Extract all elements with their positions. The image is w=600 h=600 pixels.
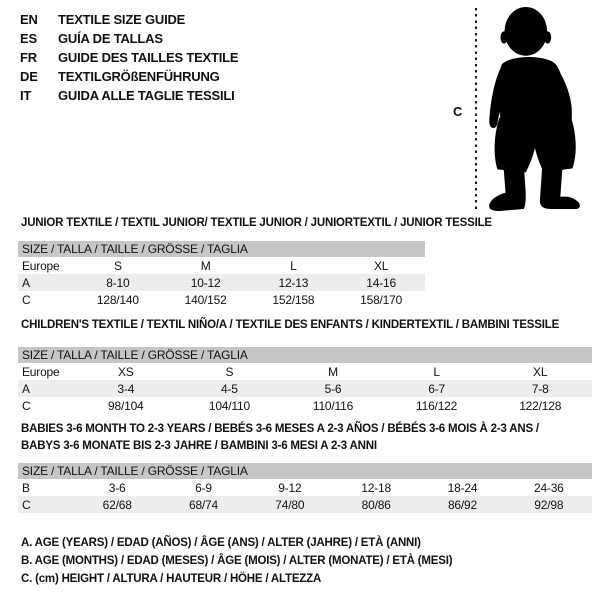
language-row-de — [20, 67, 238, 86]
children-size-table — [18, 347, 592, 414]
age-cell: 8-10 — [74, 274, 162, 291]
age-cell: 14-16 — [337, 274, 425, 291]
language-row-it — [20, 86, 238, 105]
age-cell: 9-12 — [278, 480, 302, 495]
size-header-row — [18, 241, 425, 257]
language-code: FR — [20, 50, 37, 65]
junior-size-table — [18, 241, 425, 308]
table-row-age-months — [18, 479, 592, 496]
size-header-label: SIZE / TALLA / TAILLE / GRÖSSE / TAGLIA — [18, 347, 592, 363]
size-header-label: SIZE / TALLA / TAILLE / GRÖSSE / TAGLIA — [18, 241, 425, 257]
guide-title-es: GUÍA DE TALLAS — [58, 31, 163, 46]
age-cell: 6-7 — [385, 380, 489, 397]
height-cell: 86/92 — [419, 496, 505, 513]
legend-line-c: C. (cm) HEIGHT / ALTURA / HAUTEUR / HÖHE / ALTEZZA — [21, 573, 322, 585]
size-cell: L — [433, 364, 440, 379]
language-code: IT — [20, 88, 32, 103]
height-cell: 74/80 — [247, 496, 333, 513]
height-cell: 98/104 — [108, 398, 144, 413]
age-cell: 4-5 — [178, 380, 282, 397]
age-cell: 18-24 — [447, 480, 478, 495]
language-guide-list — [20, 10, 238, 105]
row-label: C — [22, 398, 31, 413]
age-cell: 10-12 — [162, 274, 250, 291]
size-cell: M — [328, 364, 338, 379]
row-label: B — [22, 480, 30, 495]
height-cell: 122/128 — [519, 398, 562, 413]
age-cell: 3-4 — [74, 380, 178, 397]
table-row-age — [18, 274, 425, 291]
babies-table-title-line1: BABIES 3-6 MONTH TO 2-3 YEARS / BEBÉS 3-6 MESES A 2-3 AÑOS / BÉBÉS 3-6 MOIS À 2-3 ANS / — [21, 423, 539, 435]
measure-legend — [21, 534, 452, 588]
babies-size-table — [18, 463, 592, 513]
legend-line-b: B. AGE (MONTHS) / EDAD (MESES) / ÂGE (MOIS) / ALTER (MONATE) / ETÀ (MESI) — [21, 555, 453, 567]
language-row-es — [20, 29, 238, 48]
table-row-height — [18, 496, 592, 513]
children-table-title: CHILDREN'S TEXTILE / TEXTIL NIÑO/A / TEXTILE DES ENFANTS / KINDERTEXTIL / BAMBINI TESSILE — [21, 319, 560, 331]
height-cell: 116/122 — [416, 398, 458, 413]
height-cell: 68/74 — [160, 496, 246, 513]
guide-title-en: TEXTILE SIZE GUIDE — [58, 12, 186, 27]
height-cell: 140/152 — [184, 292, 227, 307]
legend-line-a: A. AGE (YEARS) / EDAD (AÑOS) / ÂGE (ANS) / ALTER (JAHRE) / ETÀ (ANNI) — [21, 537, 421, 549]
age-cell: 7-8 — [488, 380, 592, 397]
age-cell: 5-6 — [281, 380, 385, 397]
guide-title-fr: GUIDE DES TAILLES TEXTILE — [58, 50, 239, 65]
table-row-europe — [18, 363, 592, 380]
height-cell: 62/68 — [74, 496, 160, 513]
height-cell: 110/116 — [312, 398, 354, 413]
size-header-label: SIZE / TALLA / TAILLE / GRÖSSE / TAGLIA — [18, 463, 592, 479]
row-label: A — [18, 380, 74, 397]
language-code: DE — [20, 69, 38, 84]
size-header-row — [18, 347, 592, 363]
height-cell: 152/158 — [272, 292, 315, 307]
height-cell: 80/86 — [333, 496, 419, 513]
junior-table-title: JUNIOR TEXTILE / TEXTIL JUNIOR/ TEXTILE JUNIOR / JUNIORTEXTIL / JUNIOR TESSILE — [21, 217, 492, 229]
size-cell: L — [290, 258, 297, 273]
size-cell: S — [113, 258, 122, 273]
babies-table-title — [21, 421, 581, 455]
size-cell: XL — [533, 364, 548, 379]
row-label: Europe — [22, 258, 60, 273]
babies-table-title-line2: BABYS 3-6 MONATE BIS 2-3 JAHRE / BAMBINI 3-6 MESI A 2-3 ANNI — [21, 440, 377, 452]
height-cell: 92/98 — [506, 496, 592, 513]
size-header-row — [18, 463, 592, 479]
height-measure-dotted-line — [475, 8, 477, 212]
row-label: C — [22, 292, 31, 307]
table-row-europe — [18, 257, 425, 274]
language-code: ES — [20, 31, 37, 46]
age-cell: 3-6 — [108, 480, 126, 495]
age-cell: 6-9 — [195, 480, 212, 495]
guide-title-it: GUIDA ALLE TAGLIE TESSILI — [58, 88, 235, 103]
language-code: EN — [20, 12, 38, 27]
height-measure-label: C — [453, 104, 463, 119]
size-cell: XL — [373, 258, 389, 273]
table-row-height — [18, 397, 592, 414]
row-label: Europe — [22, 364, 60, 379]
table-row-height — [18, 291, 425, 308]
age-cell: 12-13 — [250, 274, 338, 291]
height-cell: 158/170 — [360, 292, 403, 307]
height-cell: 128/140 — [96, 292, 139, 307]
size-cell: XS — [117, 364, 134, 379]
guide-title-de: TEXTILGRÖßENFÜHRUNG — [58, 69, 220, 84]
row-label: A — [18, 274, 74, 291]
row-label: C — [18, 496, 74, 513]
table-row-age — [18, 380, 592, 397]
age-cell: 24-36 — [533, 480, 564, 495]
size-cell: S — [225, 364, 234, 379]
age-cell: 12-18 — [361, 480, 391, 495]
language-row-fr — [20, 48, 238, 67]
size-cell: M — [200, 258, 211, 273]
baby-silhouette-image — [487, 4, 589, 212]
language-row-en — [20, 10, 238, 29]
height-cell: 104/110 — [208, 398, 250, 413]
